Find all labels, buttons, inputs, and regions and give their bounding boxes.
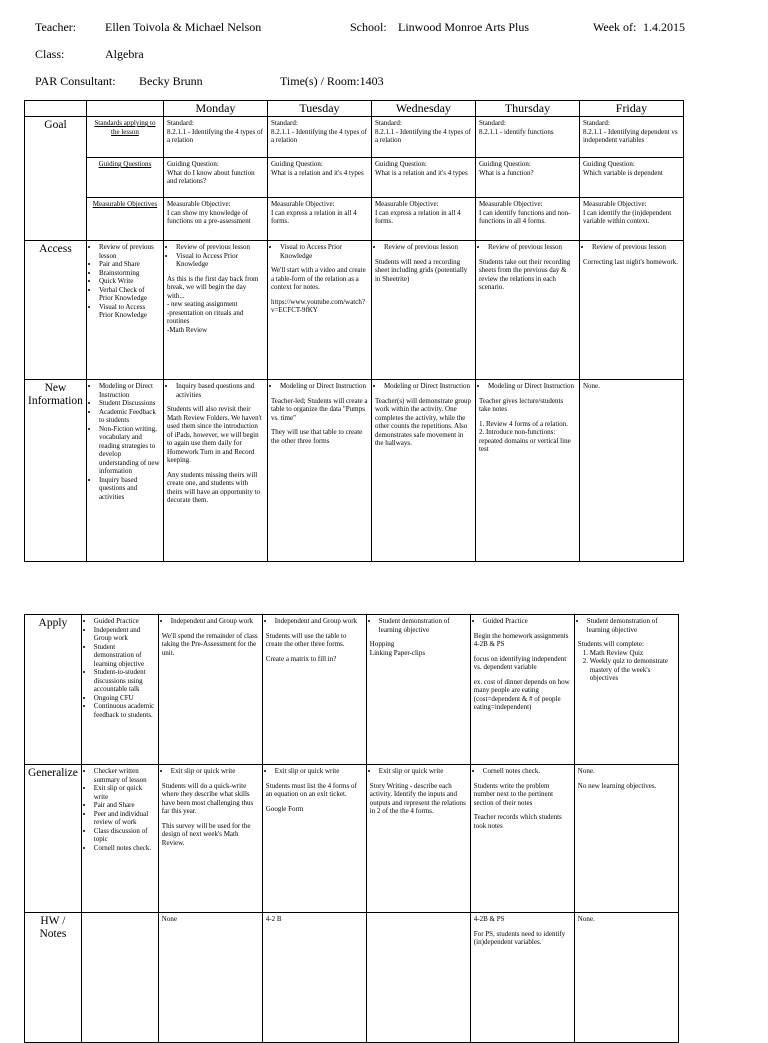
corner-cell <box>86 101 163 117</box>
row-label-hw-notes: HW / Notes <box>25 913 82 1043</box>
strategy-item: • Verbal Check of Prior Knowledge <box>99 286 160 303</box>
week-value: 1.4.2015 <box>643 20 685 34</box>
week-label: Week of: <box>593 20 637 34</box>
bullet-item: • Independent and Group work <box>171 617 259 626</box>
school-value: Linwood Monroe Arts Plus <box>398 20 530 34</box>
corner-cell <box>25 101 87 117</box>
apply-friday <box>574 615 678 765</box>
cell-text: Students must list the 4 forms of an equation on an exit ticket. <box>265 781 357 799</box>
access-wednesday <box>371 241 475 380</box>
cell-text: 1. Review 4 forms of a relation. 2. Introduce non-functions: repeated domains or vertical line test <box>478 419 571 454</box>
cell-text: ex. cost of dinner depends on how many people are eating (cost=dependent & # of people eating=independent) <box>473 677 570 712</box>
cell-text: Correcting last night's homework. <box>582 257 678 266</box>
hw-notes-row <box>25 913 679 1043</box>
teacher-value: Ellen Toivola & Michael Nelson <box>105 20 262 34</box>
access-monday <box>163 241 267 380</box>
strategy-item: • Student Discussions <box>99 399 160 408</box>
bullet-item: • Review of previous lesson <box>176 243 264 252</box>
row-label-access: Access <box>25 241 87 380</box>
goal-standards-row <box>25 117 684 158</box>
new-information-row <box>25 380 684 562</box>
bullet-item: • Review of previous lesson <box>592 243 680 252</box>
bullet-item: • Exit slip or quick write <box>379 767 467 776</box>
access-row <box>25 241 684 380</box>
generalize-monday <box>158 765 262 913</box>
apply-monday <box>158 615 262 765</box>
strategy-item: • Quick Write <box>99 277 160 286</box>
strategy-item: • Student-to-student discussions using accountable talk <box>94 668 155 694</box>
bullet-item: • Guided Practice <box>483 617 571 626</box>
cell-text: As this is the first day back from break, we will begin the day with... - new seating assignment -presentation on rituals and routines -Math Review <box>166 274 259 334</box>
bullet-item: • Modeling or Direct Instruction <box>488 382 576 391</box>
strategy-item: • Student demonstration of learning objective <box>94 643 155 669</box>
standard-monday: Standard: 8.2.1.1 - Identifying the 4 types of a relation <box>163 117 267 158</box>
cell-text: Students will complete: <box>577 640 644 649</box>
cell-text: Students will need a recording sheet including grids (potentially in Sheetrite) <box>374 257 468 283</box>
bullet-item: • Inquiry based questions and activities <box>176 382 264 399</box>
newinfo-wednesday <box>371 380 475 562</box>
hw-strategies <box>81 913 158 1043</box>
hw-friday: None. <box>574 913 678 1043</box>
objective-monday: Measurable Objective: I can show my knowledge of functions on a pre-assessment <box>163 198 267 241</box>
day-friday: Friday <box>579 101 683 117</box>
objective-friday: Measurable Objective: I can identify the (in)dependent variable within context. <box>579 198 683 241</box>
objectives-label: Measurable Objectives <box>86 198 163 241</box>
guiding-wednesday: Guiding Question: What is a relation and it's 4 types <box>371 158 475 198</box>
bullet-item: • Visual to Access Prior Knowledge <box>176 252 264 269</box>
bullet-item: • Independent and Group work <box>275 617 363 626</box>
strategy-item: • Non-Fiction writing, vocabulary and reading strategies to develop understanding of new information <box>99 425 160 476</box>
day-monday: Monday <box>163 101 267 117</box>
day-tuesday: Tuesday <box>267 101 371 117</box>
numbered-item: 1. Math Review Quiz <box>590 649 675 658</box>
newinfo-thursday <box>475 380 579 562</box>
par-value: Becky Brunn <box>139 74 203 88</box>
row-label-generalize: Generalize <box>25 765 82 913</box>
bullet-item: • Review of previous lesson <box>488 243 576 252</box>
cell-text: Students take out their recording sheets from the previous day & review the relations in each scenario. <box>478 257 571 292</box>
guiding-tuesday: Guiding Question: What is a relation and it's 4 types <box>267 158 371 198</box>
strategy-item: • Visual to Access Prior Knowledge <box>99 303 160 320</box>
bullet-item: • Student demonstration of learning objective <box>587 617 675 634</box>
time-room: Time(s) / Room:1403 <box>280 74 384 88</box>
strategy-item: • Class discussion of topic <box>94 827 155 844</box>
video-link[interactable]: https://www.youtube.com/watch?v=ECFCT-9fKY <box>270 297 365 315</box>
apply-strategies <box>81 615 158 765</box>
generalize-tuesday <box>262 765 366 913</box>
row-label-new-information: New Information <box>25 380 87 562</box>
bullet-item: • Exit slip or quick write <box>275 767 363 776</box>
cell-text: focus on identifying independent vs. dependent variable <box>473 654 567 672</box>
strategy-item: • Modeling or Direct Instruction <box>99 382 160 399</box>
strategy-item: • Inquiry based questions and activities <box>99 476 160 502</box>
class-value: Algebra <box>105 47 144 61</box>
row-label-goal: Goal <box>25 117 87 241</box>
par-label: PAR Consultant: <box>35 74 116 88</box>
newinfo-monday <box>163 380 267 562</box>
strategy-item: • Guided Practice <box>94 617 155 626</box>
cell-text: Hopping Linking Paper-clips <box>369 640 426 657</box>
cell-text: Story Writing - describe each activity. Identify the inputs and outputs and represent the relations in 2 of the the 4 forms. <box>369 781 466 816</box>
cell-text: They will use that table to create the other three forms <box>270 428 363 445</box>
bullet-item: • Modeling or Direct Instruction <box>384 382 472 391</box>
apply-row <box>25 615 679 765</box>
objective-thursday: Measurable Objective: I can identify functions and non-functions in all 4 forms. <box>475 198 579 241</box>
cell-text: Google Form <box>265 804 304 813</box>
generalize-friday <box>574 765 678 913</box>
strategy-item: • Ongoing CFU <box>94 694 155 703</box>
row-label-apply: Apply <box>25 615 82 765</box>
cell-text: We'll start with a video and create a table-form of the relation as a context for notes. <box>270 266 366 292</box>
strategy-item: • Continuous academic feedback to students. <box>94 702 155 719</box>
strategy-item: • Brainstorming <box>99 269 160 278</box>
hw-wednesday <box>366 913 470 1043</box>
cell-text: Students will do a quick-write where they describe what skills have been most challenging thus far this year. <box>161 781 254 816</box>
bullet-item: • Student demonstration of learning objective <box>379 617 467 634</box>
cell-text: 4-2B & PS <box>473 915 505 923</box>
standards-label: Standards applying to the lesson <box>86 117 163 158</box>
guiding-thursday: Guiding Question: What is a function? <box>475 158 579 198</box>
day-thursday: Thursday <box>475 101 579 117</box>
apply-wednesday <box>366 615 470 765</box>
hw-thursday <box>470 913 574 1043</box>
cell-text: Teacher(s) will demonstrate group work within the activity. One completes the activity, while the other counts the repetitions. Also demonstrates safe movement in the hallways. <box>374 396 472 448</box>
cell-text: Teacher gives lecture/students take notes <box>478 396 564 414</box>
lesson-plan-table-top <box>24 100 684 562</box>
hw-tuesday: 4-2 B <box>262 913 366 1043</box>
cell-text: Any students missing theirs will create one, and students with theirs will have an opportunity to decorate them. <box>166 470 261 505</box>
newinfo-tuesday <box>267 380 371 562</box>
guiding-monday: Guiding Question: What do I know about function and relations? <box>163 158 267 198</box>
newinfo-friday <box>579 380 683 562</box>
strategy-item: • Checker written summary of lesson <box>94 767 155 784</box>
lesson-plan-table-bottom <box>24 614 679 1043</box>
cell-text: This survey will be used for the design of next week's Math Review. <box>161 821 251 847</box>
bullet-item: • Exit slip or quick write <box>171 767 259 776</box>
objective-tuesday: Measurable Objective: I can express a relation in all 4 forms. <box>267 198 371 241</box>
goal-guiding-row <box>25 158 684 198</box>
class-label: Class: <box>35 47 65 61</box>
standard-wednesday: Standard: 8.2.1.1 - Identifying the 4 types of a relation <box>371 117 475 158</box>
cell-text: We'll spend the remainder of class taking the Pre-Assessment for the unit. <box>161 631 258 657</box>
hw-monday: None <box>158 913 262 1043</box>
cell-text: No new learning objectives. <box>577 781 657 790</box>
bullet-item: • Modeling or Direct Instruction <box>280 382 368 391</box>
goal-objectives-row <box>25 198 684 241</box>
numbered-item: 2. Weekly quiz to demonstrate mastery of the week's objectives <box>590 657 675 683</box>
cell-text: Students write the problem number next to the pertinent section of their notes <box>473 781 554 807</box>
cell-text: Teacher-led; Students will create a table to organize the data "Pumps vs. time" <box>270 396 368 422</box>
access-strategies <box>86 241 163 380</box>
apply-tuesday <box>262 615 366 765</box>
access-thursday <box>475 241 579 380</box>
strategy-item: • Pair and Share <box>99 260 160 269</box>
generalize-wednesday <box>366 765 470 913</box>
cell-text: Teacher records which students took notes <box>473 813 562 830</box>
generalize-thursday <box>470 765 574 913</box>
cell-text: Begin the homework assignments 4-2B & PS <box>473 631 569 649</box>
cell-text: None. <box>577 767 595 775</box>
cell-text: None. <box>582 382 600 390</box>
standard-friday: Standard: 8.2.1.1 - Identifying dependent vs independent variables <box>579 117 683 158</box>
day-header-row <box>25 101 684 117</box>
access-tuesday <box>267 241 371 380</box>
strategy-item: • Cornell notes check. <box>94 844 155 853</box>
objective-wednesday: Measurable Objective: I can express a relation in all 4 forms. <box>371 198 475 241</box>
newinfo-strategies <box>86 380 163 562</box>
bullet-item: • Cornell notes check. <box>483 767 571 776</box>
cell-text: Students will use the table to create the other three forms. <box>265 631 347 649</box>
guiding-friday: Guiding Question: Which variable is dependent <box>579 158 683 198</box>
strategy-item: • Independent and Group work <box>94 626 155 643</box>
access-friday <box>579 241 683 380</box>
strategy-item: • Exit slip or quick write <box>94 784 155 801</box>
standard-tuesday: Standard: 8.2.1.1 - Identifying the 4 types of a relation <box>267 117 371 158</box>
standard-thursday: Standard: 8.2.1.1 - identify functions <box>475 117 579 158</box>
strategy-item: • Peer and individual review of work <box>94 810 155 827</box>
apply-thursday <box>470 615 574 765</box>
strategy-item: • Review of previous lesson <box>99 243 160 260</box>
day-wednesday: Wednesday <box>371 101 475 117</box>
teacher-label: Teacher: <box>35 20 77 34</box>
generalize-strategies <box>81 765 158 913</box>
strategy-item: • Academic Feedback to students <box>99 408 160 425</box>
bullet-item: • Review of previous lesson <box>384 243 472 252</box>
strategy-item: • Pair and Share <box>94 801 155 810</box>
bullet-item: • Visual to Access Prior Knowledge <box>280 243 368 260</box>
school-label: School: <box>350 20 387 34</box>
cell-text: Create a matrix to fill in? <box>265 654 337 663</box>
generalize-row <box>25 765 679 913</box>
cell-text: For PS, students need to identify (in)dependent variables. <box>473 929 566 947</box>
cell-text: Students will also revisit their Math Review Folders. We haven't used them since the introduction of iPads, however, we will begin to again use them daily for Homework Turn in and Record keeping. <box>166 405 262 465</box>
guiding-label: Guiding Questions <box>86 158 163 198</box>
